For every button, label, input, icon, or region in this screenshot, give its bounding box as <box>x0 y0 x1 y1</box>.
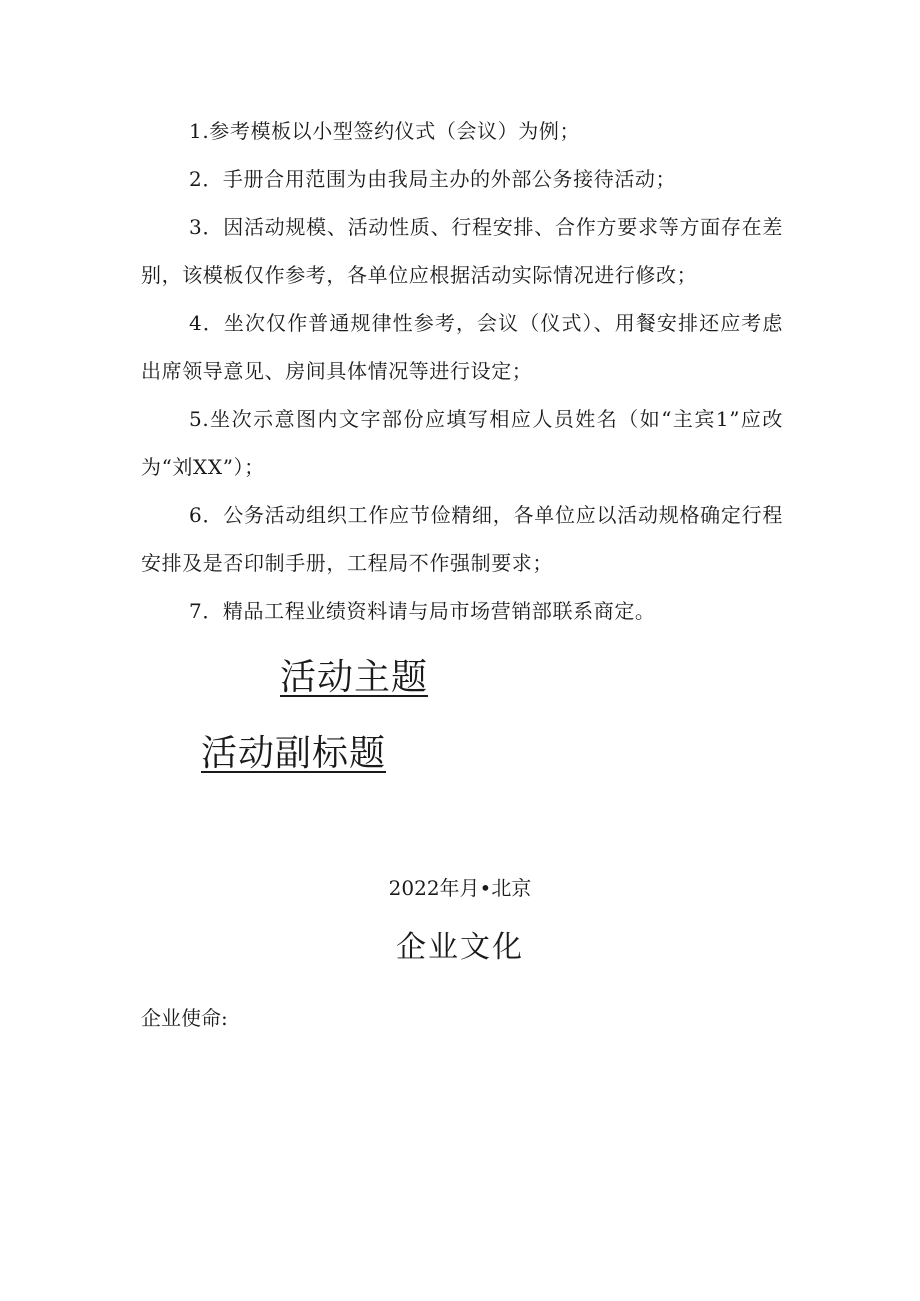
note-item-1: 1.参考模板以小型签约仪式（会议）为例； <box>189 119 581 143</box>
note-item-2: 2．手册合用范围为由我局主办的外部公务接待活动； <box>189 167 677 191</box>
event-main-title: 活动主题 <box>280 657 429 698</box>
event-subtitle: 活动副标题 <box>201 733 387 774</box>
usage-notes <box>141 107 783 635</box>
note-item-4: 4．坐次仅作普通规律性参考，会议（仪式）、用餐安排还应考虑出席领导意见、房间具体情况等进行设定； <box>141 311 783 383</box>
culture-heading: 企业文化 <box>396 930 524 965</box>
note-item-6: 6．公务活动组织工作应节俭精细，各单位应以活动规格确定行程安排及是否印制手册，工程局不作强制要求； <box>141 503 783 575</box>
mission-label: 企业使命: <box>141 1006 228 1030</box>
note-item-5: 5.坐次示意图内文字部份应填写相应人员姓名（如“主宾1”应改为“刘XX”）； <box>141 407 783 479</box>
note-item-3: 3．因活动规模、活动性质、行程安排、合作方要求等方面存在差别，该模板仅作参考，各单位应根据活动实际情况进行修改； <box>141 215 783 287</box>
note-item-7: 7．精品工程业绩资料请与局市场营销部联系商定。 <box>189 599 656 623</box>
date-location-line: 2022年月•北京 <box>388 876 532 900</box>
